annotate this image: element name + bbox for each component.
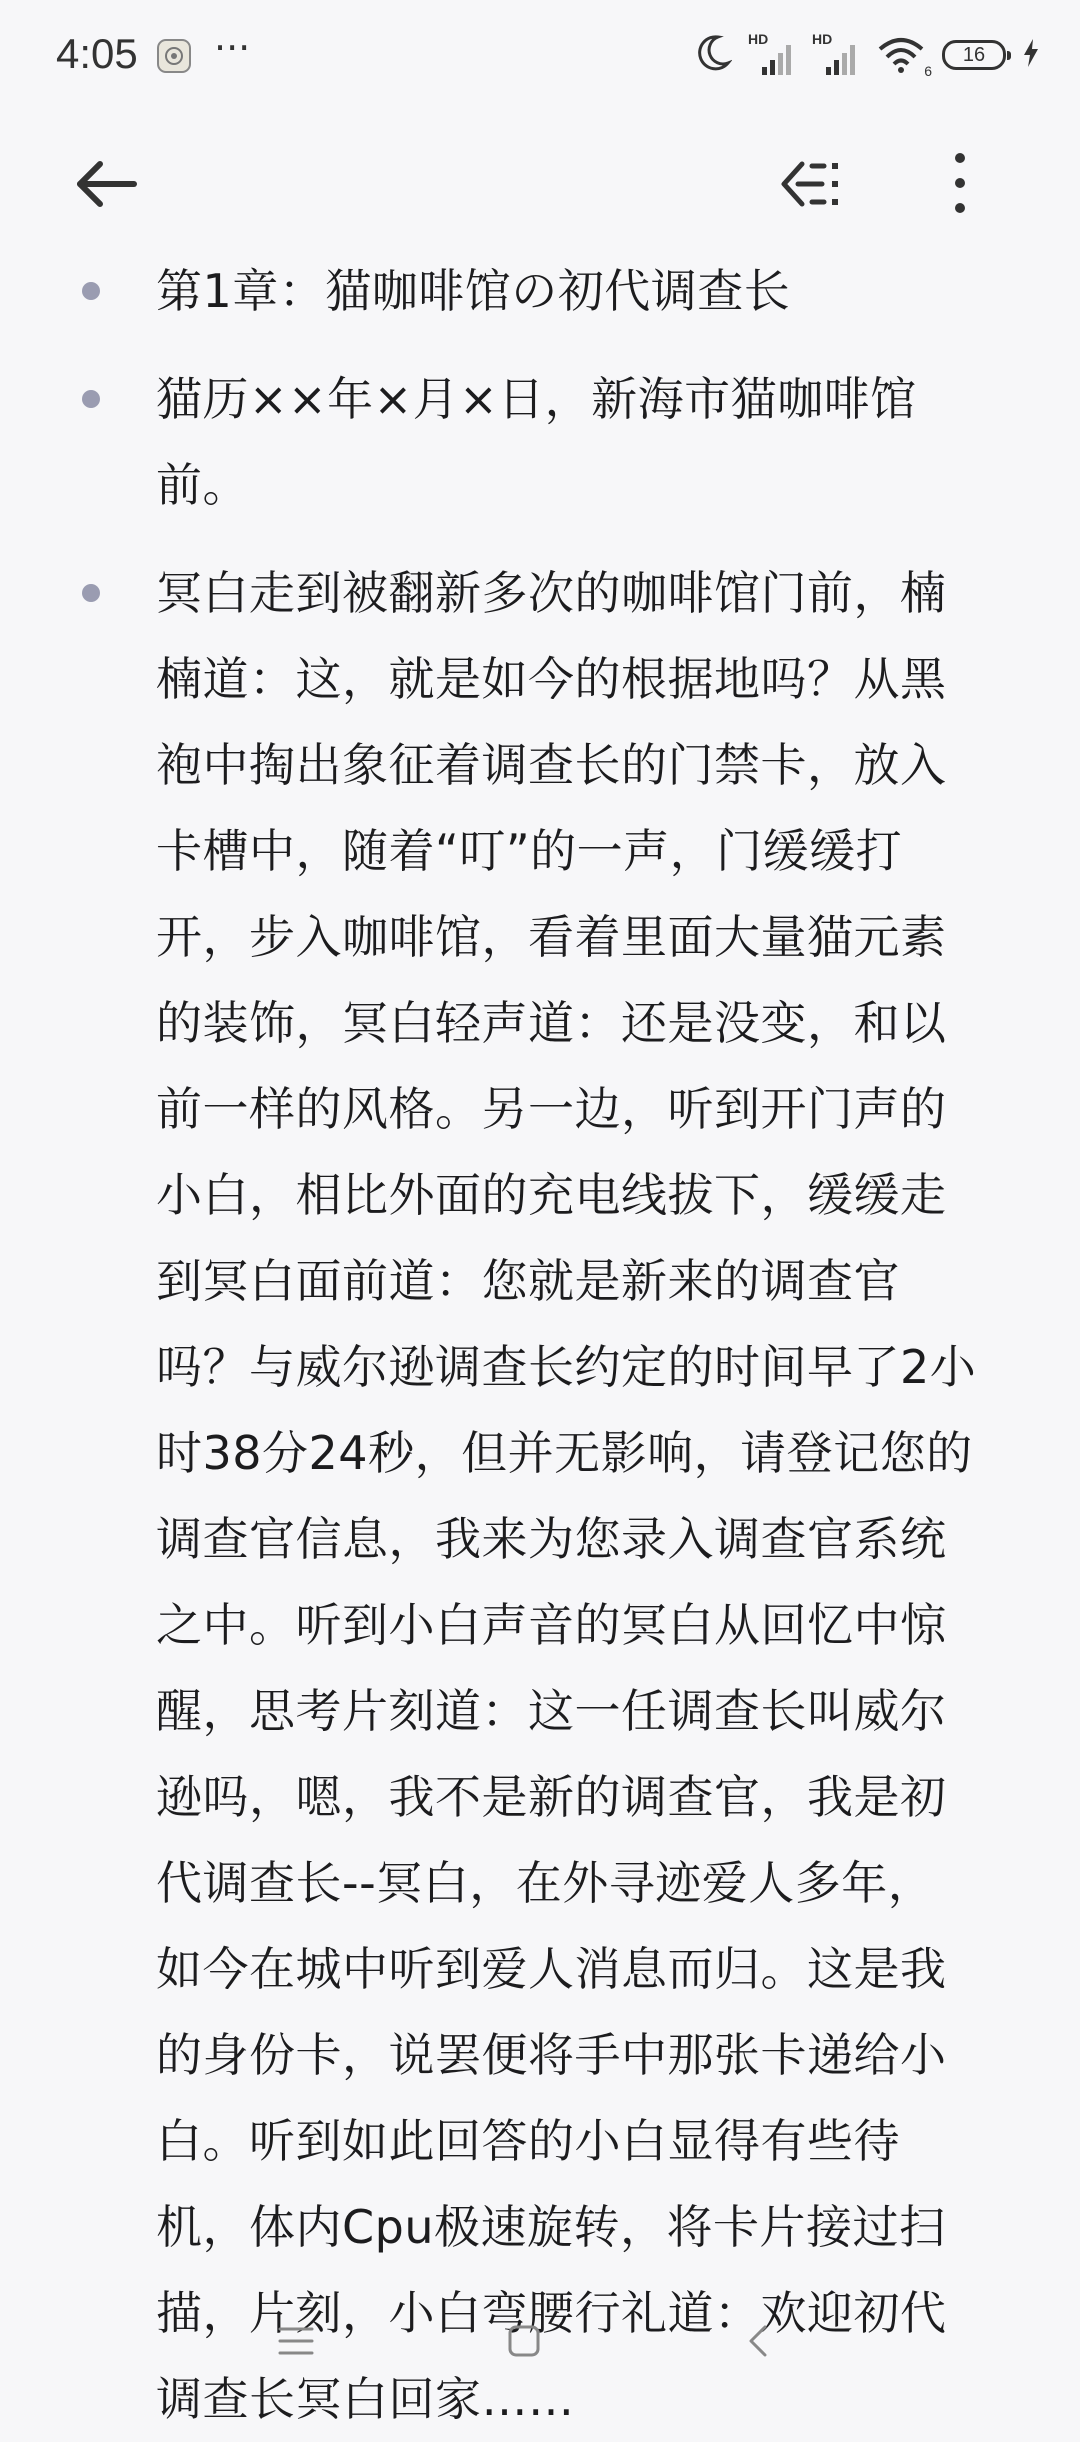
chapter-date-line: 猫历××年×月×日，新海市猫咖啡馆前。: [156, 372, 917, 512]
status-bar: [0, 0, 1080, 118]
more-vertical-icon: [940, 148, 980, 218]
chapter-content: [0, 248, 1080, 2442]
system-navigation-bar: [0, 2271, 1080, 2401]
back-button[interactable]: [70, 154, 150, 214]
nav-home-button[interactable]: [494, 2311, 554, 2371]
table-of-contents-icon: [776, 154, 856, 214]
battery-indicator: [942, 40, 1006, 70]
chapter-body-text: 冥白走到被翻新多次的咖啡馆门前，楠楠道：这，就是如今的根据地吗？从黑袍中掏出象征着调查长的门禁卡，放入卡槽中，随着“叮”的一声，门缓缓打开，步入咖啡馆，看着里面大量猫元素的装饰，冥白轻声道：还是没变，和以前一样的风格。另一边，听到开门声的小白，相比外面的充电线拔下，缓缓走到冥白面前道：您就是新来的调查官吗？与威尔逊调查长约定的时间早了2小时38分24秒，但并无影响，请登记您的调查官信息，我来为您录入调查官系统之中。听到小白声音的冥白从回忆中惊醒，思考片刻道：这一任调查长叫威尔逊吗，嗯，我不是新的调查官，我是初代调查长--冥白，在外寻迹爱人多年，如今在城中听到爱人消息而归。这是我的身份卡，说罢便将手中那张卡递给小白。听到如此回答的小白显得有些待机，体内Cpu极速旋转，将卡片接过扫描，片刻，小白弯腰行礼道：欢迎初代调查长冥白回家……: [156, 566, 977, 2426]
status-more-icon: ···: [214, 26, 251, 70]
bullet-dot: [82, 390, 100, 408]
status-time: 4:05: [56, 30, 138, 77]
chapter-title: 第1章：猫咖啡馆の初代调查长: [156, 264, 791, 318]
arrow-left-icon: [70, 154, 150, 214]
signal-1-icon: [748, 33, 796, 77]
bullet-dot: [82, 282, 100, 300]
moon-icon: [696, 33, 732, 77]
nav-back-button[interactable]: [728, 2311, 788, 2371]
signal-1-label: HD: [748, 31, 769, 47]
charging-icon: [1022, 38, 1040, 72]
table-of-contents-button[interactable]: [776, 154, 856, 214]
list-item: [0, 248, 1080, 334]
home-square-icon: [504, 2321, 544, 2361]
nav-recents-button[interactable]: [266, 2311, 326, 2371]
signal-2-icon: [812, 33, 860, 77]
more-options-button[interactable]: [940, 148, 980, 218]
list-item: [0, 356, 1080, 528]
bullet-dot: [82, 584, 100, 602]
chevron-left-icon: [743, 2321, 773, 2361]
signal-2-label: HD: [812, 31, 833, 47]
menu-icon: [276, 2324, 316, 2358]
app-notification-icon: [156, 38, 192, 74]
list-item: [0, 550, 1080, 2442]
wifi-icon: [876, 33, 932, 79]
status-indicators: [696, 32, 1040, 78]
battery-level: 16: [962, 43, 986, 66]
wifi-label: 6: [924, 63, 932, 79]
top-app-bar: [0, 118, 1080, 248]
